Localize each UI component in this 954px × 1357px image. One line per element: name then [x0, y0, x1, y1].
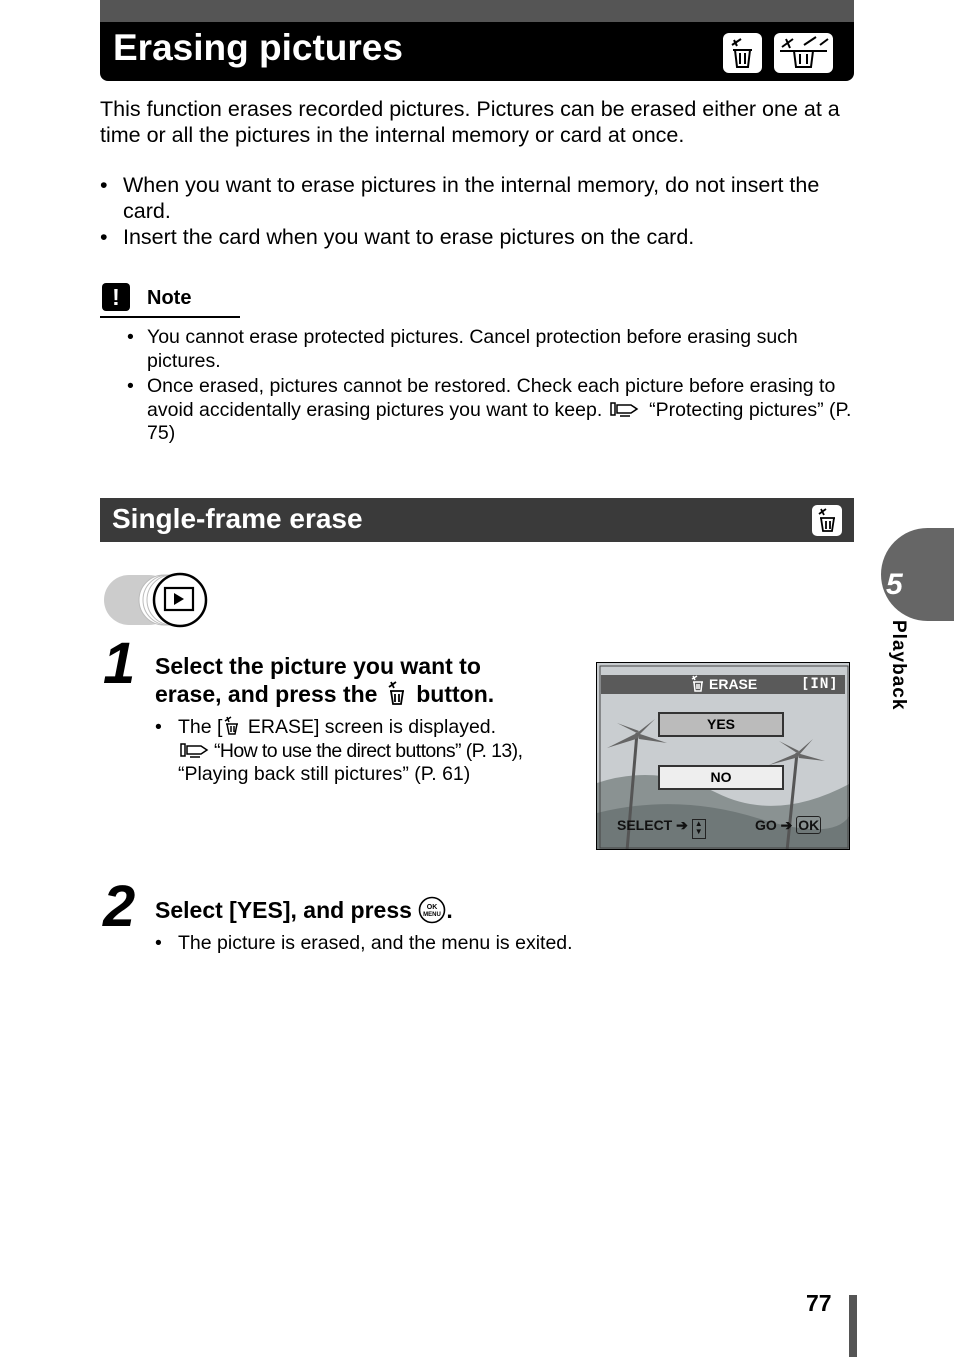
svg-text:OK: OK: [427, 904, 438, 911]
ok-icon: OK: [798, 817, 820, 833]
yes-option[interactable]: YES: [658, 712, 784, 737]
arrow-right-icon: ➔: [780, 817, 793, 833]
step-1-number: 1: [103, 631, 136, 696]
playback-mode-icon: [102, 572, 214, 628]
bullet-2: • Insert the card when you want to erase pictures on the card.: [100, 224, 854, 250]
note-item-2-text: Once erased, pictures cannot be restored. Check each picture before erasing to avoid accidentally erasing pictures you want to keep.: [147, 375, 836, 421]
step-2-number: 2: [103, 874, 136, 939]
page-number: 77: [806, 1290, 832, 1316]
no-option[interactable]: NO: [658, 765, 784, 790]
step-1-sub-line1b: ERASE] screen is displayed.: [247, 716, 497, 738]
note-item-2-body: [147, 375, 852, 446]
step-1-sub-line2: [178, 740, 575, 764]
note-item-2: • Once erased, pictures cannot be restored. Check each picture before erasing to avoid accidentally erasing pictures you want to keep. “Protecting pictures” (P. 75): [127, 375, 852, 444]
erase-button-icon: [384, 680, 410, 706]
exclamation-icon: !: [102, 283, 130, 311]
ok-menu-button-icon: [418, 896, 446, 924]
page-edge-bar: [849, 1295, 857, 1357]
step-2-sub: • The picture is erased, and the menu is exited.: [155, 932, 755, 956]
screen-go-label: GO: [755, 817, 777, 833]
chapter-number: 5: [886, 568, 903, 601]
camera-erase-screen: [596, 662, 850, 850]
section-title: Single-frame erase: [112, 503, 363, 534]
step-1-heading-line2b: button.: [416, 681, 495, 707]
screen-footer-select: [617, 817, 706, 839]
note-label: Note: [147, 287, 192, 309]
page-title: Erasing pictures: [113, 27, 403, 68]
step-2-sub-text: The picture is erased, and the menu is exited.: [178, 932, 573, 954]
screen-select-label: SELECT: [617, 817, 673, 833]
section-erase-icon: [812, 505, 842, 536]
step-1-heading-line2: [155, 680, 575, 708]
screen-footer-go: [755, 817, 821, 834]
note-header: [100, 283, 240, 318]
note-item-1-text: You cannot erase protected pictures. Cancel protection before erasing such pictures.: [147, 326, 798, 372]
screen-erase-icon: [689, 675, 707, 693]
step-1-ref-1: “How to use the direct buttons” (P. 13),: [214, 739, 523, 762]
erase-all-icon: [774, 33, 833, 73]
screen-memory-indicator: [IN]: [801, 676, 839, 692]
note-item-1: • You cannot erase protected pictures. Cancel protection before erasing such pictures.: [127, 326, 852, 373]
title-bar-top-strip: [100, 0, 854, 22]
erase-single-icon: [723, 33, 762, 73]
note-item-2-reference: “Protecting pictures” (P. 75): [147, 398, 852, 444]
svg-text:MENU: MENU: [423, 912, 442, 918]
up-down-icon: ▲ ▼: [692, 819, 706, 839]
step-1-heading: [155, 652, 575, 708]
bullet-1-text: When you want to erase pictures in the internal memory, do not insert the card.: [123, 173, 820, 223]
erase-inline-icon: [222, 716, 242, 736]
intro-paragraph: This function erases recorded pictures. Pictures can be erased either one at a time or all the pictures in the internal memory or card at once.: [100, 97, 840, 147]
step-2-heading: [155, 896, 655, 924]
step-1-sub-line1a: The [: [178, 716, 223, 738]
bullet-1: • When you want to erase pictures in the internal memory, do not insert the card.: [100, 172, 854, 224]
step-1-sub: • The [ ERASE] screen is displayed. “How to use the direct buttons” (P. 13), “Playing back still pictures” (P. 61): [155, 716, 575, 787]
bullet-2-text: Insert the card when you want to erase pictures on the card.: [123, 225, 695, 249]
reference-icon: [608, 400, 644, 418]
title-icons: [723, 33, 833, 73]
step-1-sub-line1: [178, 716, 575, 740]
step-2-heading-text: Select [YES], and press: [155, 897, 412, 923]
step-1-heading-line1: Select the picture you want to: [155, 653, 481, 679]
screen-title: ERASE: [709, 676, 758, 692]
step-1-ref-2: “Playing back still pictures” (P. 61): [178, 763, 471, 785]
step-2-heading-period: .: [446, 897, 453, 923]
step-1-sub-body: [178, 716, 575, 787]
chapter-label: Playback: [888, 620, 909, 711]
step-1-heading-line2a: erase, and press the: [155, 681, 378, 707]
reference-icon: [178, 741, 214, 759]
arrow-right-icon: ➔: [676, 817, 688, 833]
